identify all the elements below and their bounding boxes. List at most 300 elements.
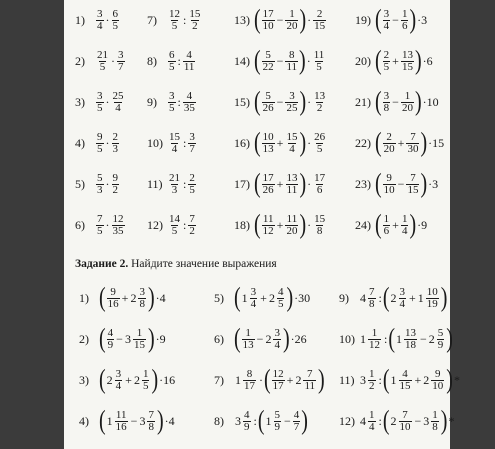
parenthesis: (	[257, 406, 265, 436]
mixed-number	[107, 410, 129, 433]
exercise	[79, 325, 167, 353]
mixed-number	[396, 328, 418, 351]
denominator: 8	[369, 297, 375, 310]
exercise	[147, 211, 197, 239]
denominator: 30	[407, 142, 419, 155]
numerator: 21	[97, 48, 108, 61]
whole-part: 1	[265, 413, 272, 428]
numerator: 3	[274, 326, 280, 339]
denominator: 5	[277, 297, 284, 310]
denominator: 8	[432, 420, 438, 433]
numerator: 2	[112, 130, 118, 143]
numerator: 25	[112, 89, 124, 102]
exercise	[234, 47, 326, 75]
whole-part: 4	[360, 290, 366, 305]
fraction	[404, 328, 417, 351]
operator: ·16	[159, 372, 176, 387]
numerator: 1	[136, 326, 143, 339]
exercise-number: 8)	[147, 53, 157, 68]
denominator: 17	[272, 379, 284, 392]
parenthesis: (	[375, 210, 382, 240]
operator: :	[183, 176, 187, 191]
fraction	[168, 214, 181, 237]
whole-part: 1	[417, 290, 424, 305]
operator: −	[392, 94, 399, 109]
parenthesis: (	[254, 169, 261, 199]
numerator: 7	[410, 171, 416, 184]
parenthesis: (	[375, 169, 382, 199]
numerator: 7	[307, 367, 313, 380]
numerator: 11	[262, 212, 274, 225]
whole-part: 3	[139, 413, 146, 428]
numerator: 1	[142, 367, 149, 380]
denominator: 11	[286, 183, 298, 196]
parenthesis: )	[414, 46, 422, 76]
denominator: 6	[383, 224, 390, 237]
exercise	[147, 6, 202, 34]
operator: ·6	[422, 53, 433, 68]
denominator: 6	[401, 19, 408, 32]
numerator: 9	[97, 130, 103, 143]
mixed-number	[423, 410, 440, 433]
operator: :	[183, 12, 187, 27]
whole-part: 2	[265, 331, 272, 346]
denominator: 9	[437, 338, 444, 351]
parenthesis: )	[301, 406, 308, 436]
fraction	[273, 328, 281, 351]
exercise-number: 23)	[355, 176, 371, 191]
fraction	[285, 9, 298, 32]
numerator: 4	[186, 89, 193, 102]
denominator: 4	[274, 338, 280, 351]
denominator: 8	[139, 297, 145, 310]
denominator: 4	[97, 19, 103, 32]
whole-part: 2	[268, 290, 275, 305]
parenthesis: (	[234, 324, 241, 354]
operator: −	[276, 94, 284, 109]
operator: −	[284, 413, 291, 428]
fraction	[285, 214, 298, 237]
fraction	[183, 91, 196, 114]
fraction	[401, 91, 414, 114]
fraction	[313, 173, 326, 196]
fraction	[96, 132, 104, 155]
operator: :	[378, 290, 382, 305]
numerator: 14	[169, 212, 180, 225]
denominator: 8	[383, 101, 390, 114]
denominator: 3	[171, 183, 178, 196]
fraction	[313, 214, 326, 237]
whole-part: 2	[133, 372, 140, 387]
numerator: 1	[371, 326, 378, 339]
exercise	[75, 88, 126, 116]
whole-part: 2	[295, 372, 302, 387]
parenthesis: )	[409, 210, 417, 240]
exercise	[147, 129, 197, 157]
mixed-number	[134, 369, 151, 392]
exercise-number: 4)	[75, 135, 85, 150]
numerator: 6	[112, 7, 118, 20]
operator: ·	[307, 94, 312, 109]
whole-part: 3	[423, 413, 430, 428]
exercise-number: 9)	[339, 290, 349, 305]
denominator: 13	[242, 338, 254, 351]
fraction	[262, 132, 275, 155]
mixed-number	[418, 287, 440, 310]
numerator: 2	[386, 130, 392, 143]
exercise	[234, 170, 327, 198]
denominator: 5	[97, 224, 103, 237]
exercise	[355, 47, 434, 75]
worksheet	[64, 0, 460, 449]
numerator: 13	[405, 326, 417, 339]
parenthesis: (	[234, 283, 241, 313]
parenthesis: (	[254, 210, 261, 240]
fraction	[168, 91, 176, 114]
operator: −	[276, 53, 284, 68]
fraction	[168, 50, 176, 73]
numerator: 2	[383, 48, 390, 61]
fraction	[138, 287, 146, 310]
exercise-number: 16)	[234, 135, 250, 150]
operator: ·4	[164, 413, 175, 428]
numerator: 1	[383, 212, 390, 225]
numerator: 9	[112, 171, 118, 184]
operator: ·4	[155, 290, 166, 305]
numerator: 9	[110, 285, 116, 298]
exercise-number: 14)	[234, 53, 250, 68]
exercise	[147, 88, 197, 116]
operator: :	[253, 413, 257, 428]
denominator: 5	[97, 142, 103, 155]
parenthesis: (	[375, 87, 382, 117]
operator: ·	[105, 94, 110, 109]
fraction	[168, 173, 181, 196]
operator: +	[414, 372, 422, 387]
parenthesis: )	[299, 5, 307, 35]
fraction	[262, 9, 275, 32]
parenthesis: )	[286, 283, 294, 313]
numerator: 5	[97, 171, 103, 184]
task2-text: Найдите значение выражения	[131, 258, 277, 270]
fraction	[250, 287, 258, 310]
numerator: 4	[402, 367, 408, 380]
mixed-number	[360, 410, 377, 433]
parenthesis: (	[375, 5, 382, 35]
operator: +	[121, 290, 129, 305]
parenthesis: )	[147, 283, 155, 313]
operator: ·	[306, 53, 311, 68]
whole-part: 2	[130, 290, 137, 305]
parenthesis: )	[299, 87, 307, 117]
fraction	[368, 287, 376, 310]
fraction	[188, 9, 201, 32]
denominator: 35	[183, 101, 195, 114]
exercise-number: 3)	[79, 372, 89, 387]
fraction	[262, 214, 275, 237]
exercise-number: 4)	[79, 413, 89, 428]
mixed-number	[130, 287, 147, 310]
numerator: 15	[189, 7, 201, 20]
numerator: 7	[402, 408, 408, 421]
exercise	[214, 407, 308, 435]
fraction	[399, 287, 407, 310]
numerator: 15	[314, 212, 326, 225]
operator: ·	[111, 53, 115, 68]
denominator: 5	[112, 19, 118, 32]
numerator: 2	[316, 7, 323, 20]
numerator: 10	[262, 130, 274, 143]
fraction	[431, 369, 444, 392]
exercise-number: 6)	[214, 331, 224, 346]
whole-part: 4	[360, 413, 366, 428]
fraction	[188, 214, 196, 237]
operator: +	[286, 372, 294, 387]
exercise	[355, 6, 428, 34]
operator: +	[392, 217, 399, 232]
denominator: 4	[383, 19, 390, 32]
fraction	[285, 50, 298, 73]
parenthesis: )	[318, 365, 325, 395]
fraction	[431, 410, 439, 433]
denominator: 13	[262, 142, 274, 155]
exercise-number: 13)	[234, 12, 250, 27]
denominator: 20	[383, 142, 395, 155]
fraction	[401, 9, 409, 32]
denominator: 22	[262, 60, 274, 73]
numerator: 3	[383, 7, 390, 20]
fraction	[313, 50, 326, 73]
operator: :	[183, 135, 187, 150]
denominator: 15	[399, 379, 411, 392]
operator: ·26	[290, 331, 307, 346]
denominator: 5	[169, 101, 175, 114]
operator: :	[177, 94, 181, 109]
whole-part: 1	[241, 290, 248, 305]
numerator: 10	[426, 285, 438, 298]
whole-part: 2	[390, 413, 397, 428]
fraction	[383, 50, 391, 73]
denominator: 5	[171, 224, 178, 237]
denominator: 35	[112, 224, 124, 237]
exercise-number: 24)	[355, 217, 371, 232]
whole-part: 1	[396, 331, 403, 346]
exercise	[79, 366, 176, 394]
numerator: 13	[286, 171, 298, 184]
fraction	[399, 369, 412, 392]
exercise-number: 17)	[234, 176, 250, 191]
exercise-number: 12)	[339, 413, 355, 428]
whole-part: 1	[235, 372, 241, 387]
parenthesis: (	[254, 46, 261, 76]
fraction	[96, 9, 104, 32]
numerator: 3	[399, 285, 406, 298]
numerator: 1	[401, 212, 408, 225]
parenthesis: )	[420, 169, 428, 199]
exercise	[147, 47, 196, 75]
numerator: 5	[265, 89, 271, 102]
denominator: 16	[115, 420, 127, 433]
numerator: 15	[169, 130, 180, 143]
exercise	[234, 6, 327, 34]
parenthesis: (	[388, 324, 396, 354]
numerator: 21	[169, 171, 180, 184]
denominator: 4	[115, 101, 121, 114]
exercise	[339, 284, 447, 312]
operator: +	[260, 290, 267, 305]
parenthesis: (	[99, 406, 106, 436]
numerator: 17	[314, 171, 326, 184]
exercise	[355, 170, 439, 198]
fraction	[401, 214, 409, 237]
exercise-number: 1)	[75, 12, 85, 27]
denominator: 7	[293, 420, 300, 433]
fraction	[168, 9, 181, 32]
exercise	[234, 88, 327, 116]
exercise-number: 2)	[79, 331, 89, 346]
exercise	[234, 211, 327, 239]
operator: :	[183, 217, 187, 232]
exercise	[75, 47, 126, 75]
operator: ·	[105, 12, 110, 27]
whole-part: 1	[390, 372, 397, 387]
exercise-number: 18)	[234, 217, 250, 232]
fraction	[96, 173, 104, 196]
fraction	[115, 369, 123, 392]
parenthesis: )	[151, 365, 159, 395]
denominator: 4	[401, 224, 408, 237]
parenthesis: )	[156, 406, 164, 436]
numerator: 5	[274, 408, 281, 421]
exercise-number: 9)	[147, 94, 157, 109]
fraction	[133, 328, 146, 351]
denominator: 7	[189, 142, 195, 155]
whole-part: 2	[106, 372, 113, 387]
mixed-number	[423, 369, 445, 392]
exercise-number: 6)	[75, 217, 85, 232]
denominator: 9	[274, 420, 281, 433]
parenthesis: )	[299, 210, 307, 240]
numerator: 7	[369, 285, 375, 298]
fraction	[107, 287, 120, 310]
exercise-number: 12)	[147, 217, 163, 232]
mixed-number	[360, 328, 382, 351]
operator: :	[378, 413, 382, 428]
operator: ·10	[422, 94, 439, 109]
denominator: 15	[407, 183, 419, 196]
fraction	[368, 369, 376, 392]
whole-part: 2	[428, 331, 435, 346]
numerator: 1	[369, 408, 375, 421]
parenthesis: )	[440, 283, 448, 313]
numerator: 9	[386, 171, 392, 184]
fraction	[242, 328, 255, 351]
exercise	[355, 88, 440, 116]
operator: ·	[105, 176, 110, 191]
fraction	[293, 410, 301, 433]
denominator: 2	[189, 224, 195, 237]
numerator: 3	[169, 89, 175, 102]
whole-part: 3	[124, 331, 131, 346]
numerator: 26	[314, 130, 326, 143]
parenthesis: (	[375, 46, 382, 76]
exercise	[214, 284, 311, 312]
mixed-number	[125, 328, 147, 351]
fraction	[303, 369, 316, 392]
fraction	[243, 410, 251, 433]
denominator: 20	[401, 101, 413, 114]
denominator: 12	[369, 338, 380, 351]
mixed-number	[360, 287, 377, 310]
denominator: 11	[286, 60, 298, 73]
fraction	[142, 369, 150, 392]
operator: +	[276, 176, 284, 191]
exercise-number: 2)	[75, 53, 85, 68]
numerator: 3	[97, 7, 103, 20]
fraction	[383, 132, 396, 155]
operator: ·	[307, 217, 312, 232]
fraction	[383, 91, 391, 114]
exercise-number: 21)	[355, 94, 371, 109]
whole-part: 3	[235, 413, 241, 428]
operator: :	[378, 372, 382, 387]
operator: +	[276, 135, 284, 150]
numerator: 5	[265, 48, 271, 61]
numerator: 11	[286, 212, 298, 225]
numerator: 11	[115, 408, 127, 421]
numerator: 2	[189, 171, 195, 184]
numerator: 8	[289, 48, 295, 61]
exercise	[147, 170, 197, 198]
exercise	[75, 211, 126, 239]
mixed-number	[295, 369, 317, 392]
numerator: 7	[97, 212, 103, 225]
fraction	[401, 50, 414, 73]
numerator: 3	[118, 48, 124, 61]
operator: −	[392, 12, 399, 27]
operator: +	[397, 135, 405, 150]
operator: +	[125, 372, 132, 387]
exercise	[79, 284, 167, 312]
parenthesis: (	[254, 5, 261, 35]
whole-part: 2	[423, 372, 430, 387]
parenthesis: )	[420, 128, 428, 158]
fraction	[383, 214, 391, 237]
fraction	[115, 410, 128, 433]
parenthesis: )	[446, 324, 453, 354]
exercise-number: 8)	[214, 413, 224, 428]
numerator: 4	[293, 408, 300, 421]
numerator: 1	[245, 326, 251, 339]
operator: *	[448, 413, 455, 428]
parenthesis: (	[254, 128, 261, 158]
denominator: 4	[399, 297, 406, 310]
parenthesis: )	[299, 128, 307, 158]
fraction	[368, 328, 381, 351]
numerator: 7	[410, 130, 416, 143]
operator: −	[414, 413, 422, 428]
numerator: 3	[115, 367, 122, 380]
mixed-number	[429, 328, 446, 351]
numerator: 17	[262, 7, 274, 20]
parenthesis: )	[414, 87, 422, 117]
denominator: 2	[192, 19, 198, 32]
numerator: 12	[112, 212, 124, 225]
operator: +	[409, 290, 416, 305]
parenthesis: (	[99, 365, 106, 395]
exercise	[339, 366, 461, 394]
denominator: 3	[112, 142, 118, 155]
